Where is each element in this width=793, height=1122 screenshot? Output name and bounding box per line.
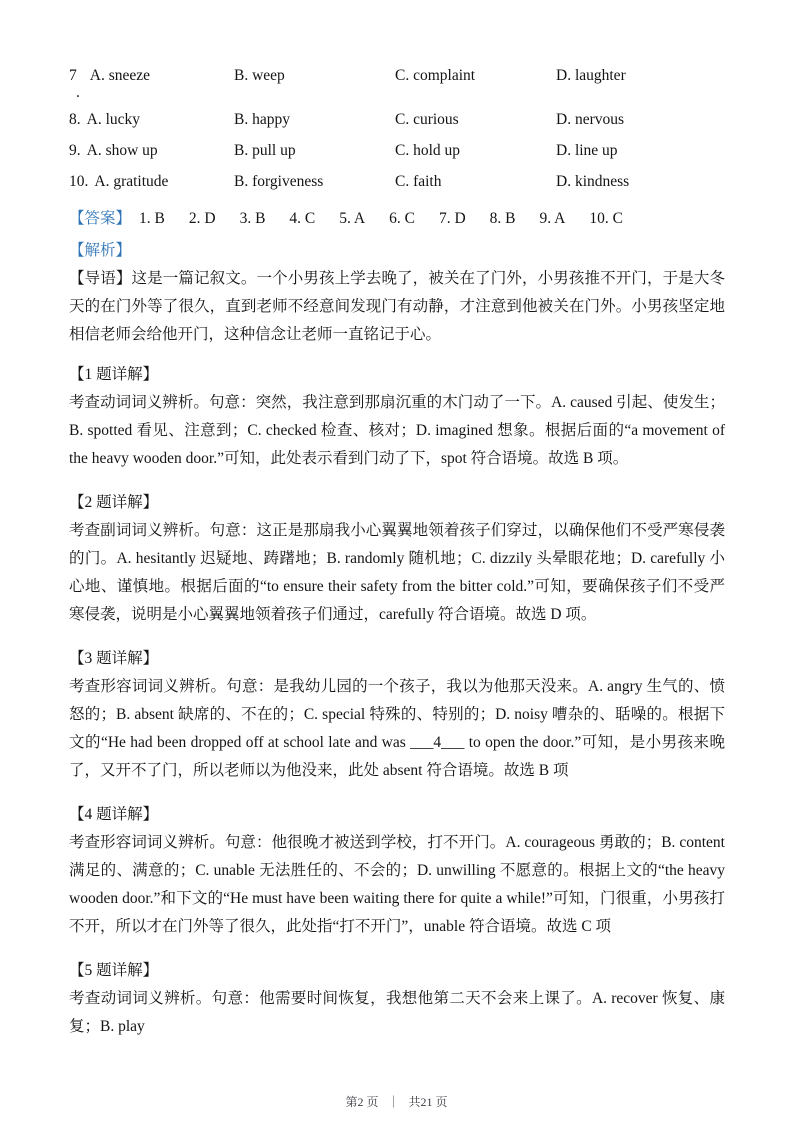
detail-heading: 【1 题详解】: [69, 366, 159, 383]
detail-body: 考查动词词义辨析。句意：他需要时间恢复，我想他第二天不会来上课了。A. recover 恢复、康复；B. play: [69, 990, 725, 1035]
detail-section-3: [69, 645, 725, 785]
stray-period: .: [76, 84, 80, 101]
detail-section-5: [69, 957, 725, 1041]
option-d: D. line up: [556, 142, 618, 159]
option-b: B. weep: [234, 67, 285, 84]
intro-paragraph: [69, 265, 725, 349]
detail-heading: 【5 题详解】: [69, 962, 159, 979]
answer-item: 1. B: [139, 210, 165, 227]
intro-text: 这是一篇记叙文。一个小男孩上学去晚了，被关在了门外，小男孩推不开门，于是大冬天的在门外等了很久，直到老师不经意间发现门有动静，才注意到他被关在门外。小男孩坚定地相信老师会给他开门，这种信念让老师一直铭记于心。: [69, 270, 725, 343]
option-b: B. happy: [234, 111, 290, 128]
answer-item: 5. A: [339, 210, 366, 227]
answer-item: 4. C: [289, 210, 316, 227]
option-a: A. gratitude: [94, 173, 169, 190]
answer-item: 8. B: [489, 210, 516, 227]
detail-heading: 【3 题详解】: [69, 650, 159, 667]
question-row-9: [69, 135, 725, 166]
detail-section-2: [69, 489, 725, 629]
detail-body: 考查形容词词义辨析。句意：是我幼儿园的一个孩子，我以为他那天没来。A. angry 生气的、愤怒的；B. absent 缺席的、不在的；C. special 特殊的、特别的；D. noisy 嘈杂的、聒噪的。根据下文的“He had been dropped off at school late and was ___4___ to open the door.”可知，是小男孩来晚了，又开不了门，所以老师以为他没来，此处 absent 符合语境。故选 B 项: [69, 678, 725, 779]
option-d: D. nervous: [556, 111, 625, 128]
option-cell: [69, 135, 234, 166]
option-c: C. hold up: [395, 142, 461, 159]
question-number: 10.: [69, 173, 89, 190]
question-number: 8.: [69, 111, 81, 128]
question-row-10: [69, 166, 725, 197]
question-row-7: [69, 60, 725, 104]
answer-item: 6. C: [389, 210, 415, 227]
option-c: C. faith: [395, 173, 442, 190]
detail-section-1: [69, 361, 725, 473]
option-a: A. show up: [86, 142, 158, 159]
answer-item: 10. C: [589, 210, 623, 227]
intro-label: 【导语】: [69, 270, 132, 287]
question-number: 9.: [69, 142, 81, 159]
question-number: 7: [69, 67, 77, 84]
answer-key-line: [69, 205, 725, 233]
page-content: [69, 60, 725, 1041]
page-footer: [0, 1093, 793, 1110]
answer-item: 9. A: [539, 210, 566, 227]
option-c: C. complaint: [395, 67, 476, 84]
detail-body: 考查副词词义辨析。句意：这正是那扇我小心翼翼地领着孩子们穿过，以确保他们不受严寒侵袭的门。A. hesitantly 迟疑地、踌躇地；B. randomly 随机地；C. dizzily 头晕眼花地；D. carefully 小心地、谨慎地。根据后面的“to ensure their safety from the bitter cold.”可知，要确保孩子们不受严寒侵袭，说明是小心翼翼地领着孩子们通过，carefully 符合语境。故选 D 项。: [69, 522, 725, 623]
answer-label: 【答案】: [69, 210, 132, 227]
analysis-section-label: 【解析】: [69, 242, 132, 259]
option-d: D. kindness: [556, 173, 630, 190]
detail-heading: 【4 题详解】: [69, 806, 159, 823]
option-a: A. sneeze: [89, 67, 150, 84]
footer-total-pages: 共21 页: [408, 1095, 448, 1109]
detail-section-4: [69, 801, 725, 941]
footer-page-number: 第2 页: [345, 1095, 379, 1109]
answer-item: 2. D: [188, 210, 216, 227]
detail-body: 考查形容词词义辨析。句意：他很晚才被送到学校，打不开门。A. courageous 勇敢的；B. content 满足的、满意的；C. unable 无法胜任的、不会的；D. unwilling 不愿意的。根据上文的“the heavy wooden door.”和下文的“He must have been waiting there for quite a while!”可知，门很重，小男孩打不开，所以才在门外等了很久，此处指“打不开门”，unable 符合语境。故选 C 项: [69, 834, 725, 935]
footer-separator: ｜: [387, 1095, 400, 1109]
option-b: B. forgiveness: [234, 173, 324, 190]
question-row-8: [69, 104, 725, 135]
answer-item: 3. B: [239, 210, 266, 227]
option-c: C. curious: [395, 111, 459, 128]
option-cell: [69, 166, 234, 197]
option-cell: [69, 60, 234, 104]
detail-body: 考查动词词义辨析。句意：突然，我注意到那扇沉重的木门动了一下。A. caused 引起、使发生；B. spotted 看见、注意到；C. checked 检查、核对；D. imagined 想象。根据后面的“a movement of the heavy wooden door.”可知，此处表示看到门动了下，spot 符合语境。故选 B 项。: [69, 394, 725, 467]
option-b: B. pull up: [234, 142, 296, 159]
answer-item: 7. D: [438, 210, 466, 227]
option-d: D. laughter: [556, 67, 626, 84]
option-cell: [69, 104, 234, 135]
option-a: A. lucky: [86, 111, 141, 128]
detail-heading: 【2 题详解】: [69, 494, 159, 511]
